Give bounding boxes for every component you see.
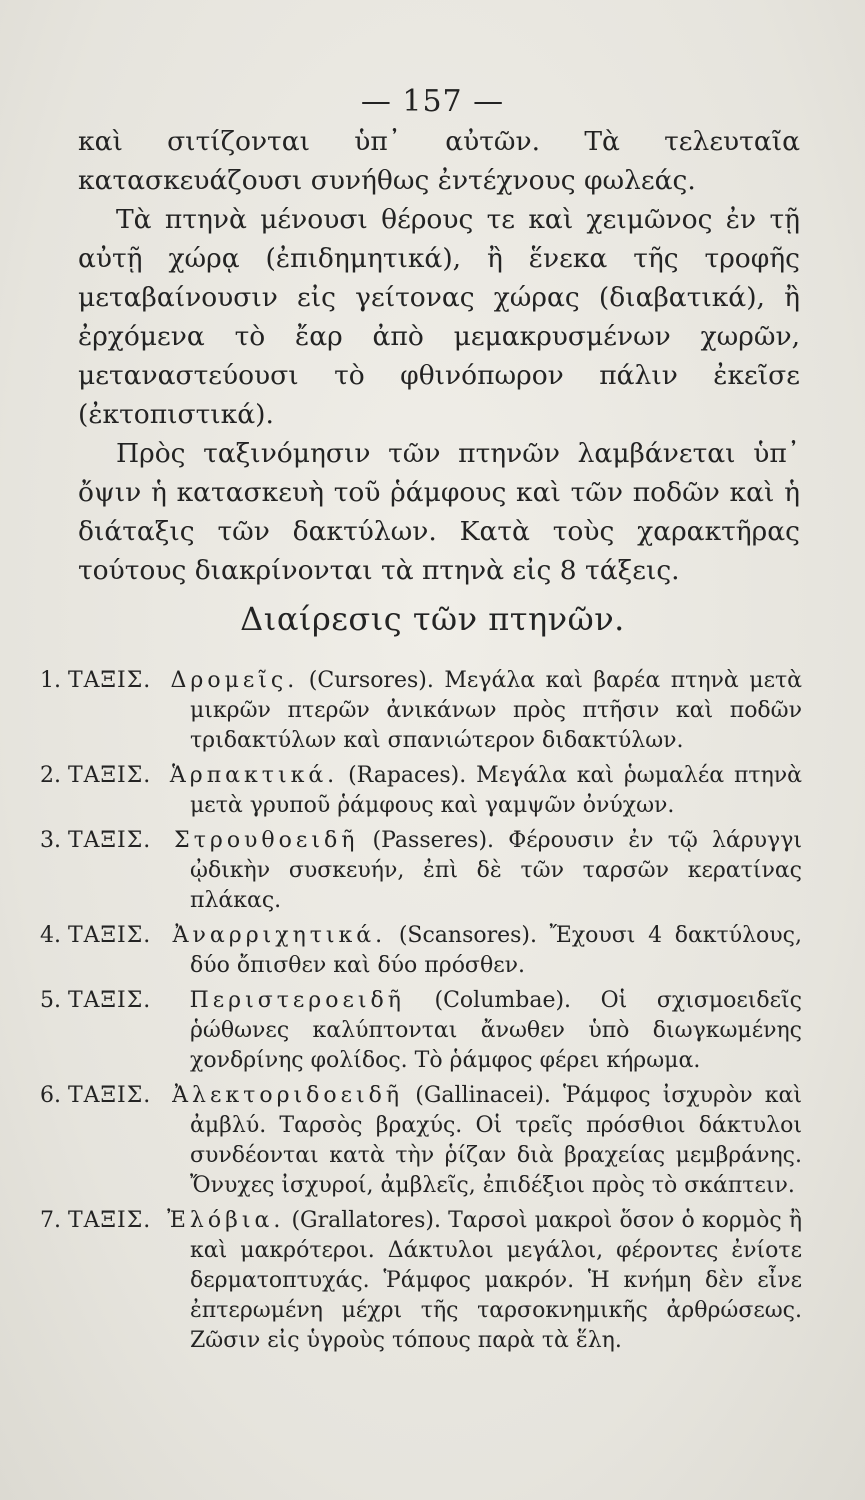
order-item [40, 986, 802, 1076]
order-description: Ῥάμφος ἰσχυρὸν καὶ ἀμβλύ. Ταρσὸς βραχύς. Οἱ τρεῖς πρόσθιοι δάκτυλοι συνδέονται κατὰ τὴν ῥίζαν διὰ βραχείας μεμβράνης. Ὄνυχες ἰσχυροί, ἀμβλεῖς, ἐπιδέξιοι πρὸς τὸ σκάπτειν. [190, 1083, 803, 1198]
order-number: 1. [40, 668, 61, 693]
order-label: ΤΑΞΙΣ. [68, 1083, 152, 1108]
order-item [40, 921, 802, 981]
order-description: Μεγάλα καὶ ῥωμαλέα πτηνὰ μετὰ γρυποῦ ῥάμφους καὶ γαμψῶν ὀνύχων. [190, 763, 803, 818]
order-description: Ἔχουσι 4 δακτύλους, δύο ὄπισθεν καὶ δύο πρόσθεν. [190, 923, 802, 978]
order-name: Ἁρπακτικά. [169, 763, 339, 788]
order-number: 7. [40, 1208, 61, 1233]
order-label: ΤΑΞΙΣ. [68, 923, 152, 948]
order-label: ΤΑΞΙΣ. [68, 668, 152, 693]
paragraph: καὶ σιτίζονται ὑπ᾽ αὐτῶν. Τὰ τελευταῖα κατασκευάζουσι συνήθως ἐντέχνους φωλεάς. [78, 126, 800, 196]
order-description: Ταρσοὶ μακροὶ ὅσον ὁ κορμὸς ἢ καὶ μακρότεροι. Δάκτυλοι μεγάλοι, φέροντες ἐνίοτε δερματοπτυχάς. Ῥάμφος μακρόν. Ἡ κνήμη δὲν εἶνε ἐπτερωμένη μέχρι τῆς ταρσοκνημικῆς ἀρθρώσεως. Ζῶσιν εἰς ὑγροὺς τόπους παρὰ τὰ ἕλη. [190, 1208, 802, 1353]
order-name: Ἀλεκτοριδοειδῆ [172, 1083, 404, 1108]
order-name: Περιστεροειδῆ [189, 988, 405, 1013]
order-label: ΤΑΞΙΣ. [68, 828, 152, 853]
section-title: Διαίρεσις τῶν πτηνῶν. [240, 600, 625, 638]
order-number: 6. [40, 1083, 61, 1108]
page-number: — 157 — [360, 84, 505, 119]
order-name: Ἀναρριχητικά. [172, 923, 387, 948]
order-latin: (Passeres). [372, 828, 495, 853]
order-name: Δρομεῖς. [170, 668, 299, 693]
order-number: 4. [40, 923, 61, 948]
order-number: 5. [40, 988, 61, 1013]
orders-list [40, 666, 802, 1361]
order-latin: (Cursores). [308, 668, 434, 693]
order-item [40, 761, 802, 821]
order-item [40, 666, 802, 756]
order-latin: (Rapaces). [348, 763, 467, 788]
order-name: Στρουθοειδῆ [174, 828, 359, 853]
order-label: ΤΑΞΙΣ. [68, 763, 152, 788]
body-text [78, 122, 800, 590]
order-item [40, 1081, 802, 1201]
order-number: 3. [40, 828, 61, 853]
order-description: Μεγάλα καὶ βαρέα πτηνὰ μετὰ μικρῶν πτερῶν ἀνικάνων πρὸς πτῆσιν καὶ ποδῶν τριδακτύλων καὶ σπανιώτερον διδακτύλων. [190, 668, 803, 753]
paragraph: Τὰ πτηνὰ μένουσι θέρους τε καὶ χειμῶνος ἐν τῇ αὐτῇ χώρᾳ (ἐπιδημητικά), ἢ ἕνεκα τῆς τροφῆς μεταβαίνουσιν εἰς γείτονας χώρας (διαβατικά), ἢ ἐρχόμενα τὸ ἔαρ ἀπὸ μεμακρυσμένων χωρῶν, μεταναστεύουσι τὸ φθινόπωρον πάλιν ἐκεῖσε (ἐκτοπιστικά). [78, 204, 800, 430]
order-label: ΤΑΞΙΣ. [68, 988, 152, 1013]
order-latin: (Columbae). [434, 988, 572, 1013]
order-description: Οἱ σχισμοειδεῖς ῥώθωνες καλύπτονται ἄνωθεν ὑπὸ διωγκωμένης χονδρίνης φολίδος. Τὸ ῥάμφος φέρει κήρωμα. [190, 988, 803, 1073]
order-description: Φέρουσιν ἐν τῷ λάρυγγι ᾠδικὴν συσκευήν, ἐπὶ δὲ τῶν ταρσῶν κερατίνας πλάκας. [190, 828, 802, 913]
order-name: Ἐλόβια. [167, 1208, 285, 1233]
order-item [40, 826, 802, 916]
order-latin: (Gallinacei). [415, 1083, 551, 1108]
order-latin: (Scansores). [398, 923, 538, 948]
order-label: ΤΑΞΙΣ. [68, 1208, 152, 1233]
paragraph: Πρὸς ταξινόμησιν τῶν πτηνῶν λαμβάνεται ὑπ᾽ ὄψιν ἡ κατασκευὴ τοῦ ῥάμφους καὶ τῶν ποδῶν καὶ ἡ διάταξις τῶν δακτύλων. Κατὰ τοὺς χαρακτῆρας τούτους διακρίνονται τὰ πτηνὰ εἰς 8 τάξεις. [78, 438, 800, 586]
order-number: 2. [40, 763, 61, 788]
order-item [40, 1206, 802, 1356]
order-latin: (Grallatores). [291, 1208, 441, 1233]
